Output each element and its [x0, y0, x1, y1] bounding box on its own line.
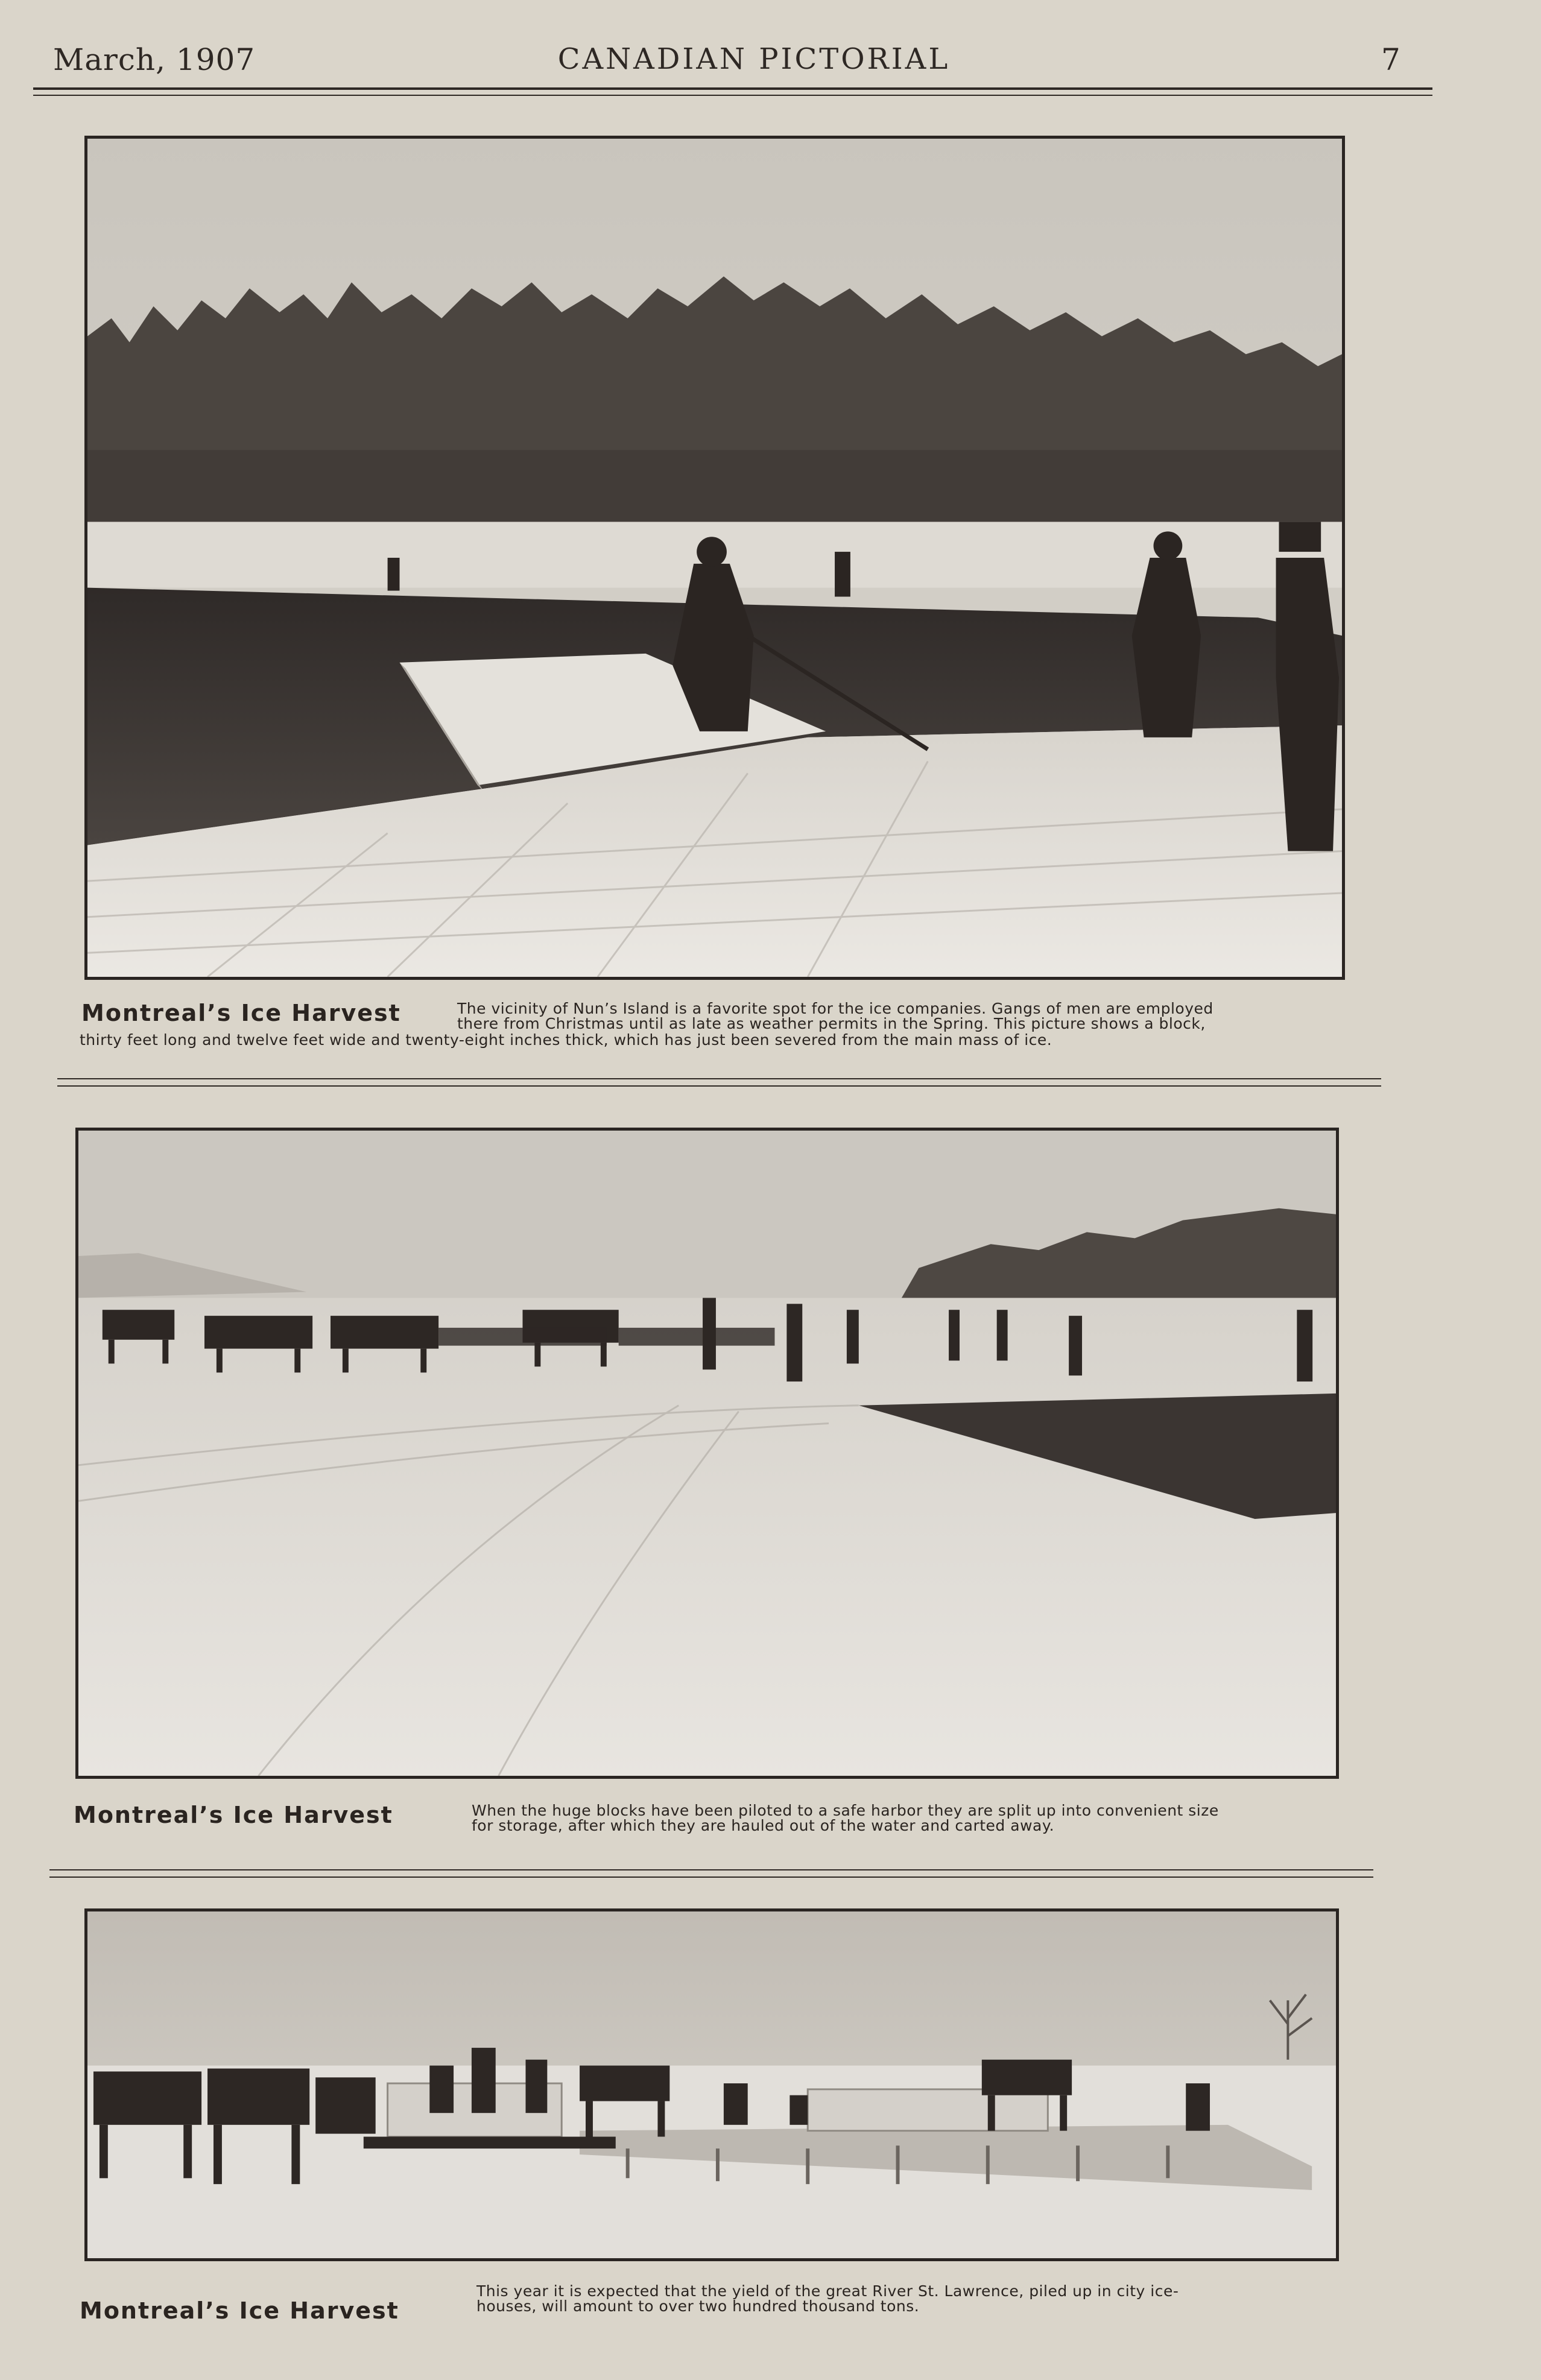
caption-1-line-3: thirty feet long and twelve feet wide and twenty-eight inches thick, which has just been severed from the main mass of ice. — [80, 1031, 1052, 1049]
divider-1-top — [57, 1078, 1381, 1079]
caption-title-2: Montreal’s Ice Harvest — [74, 1802, 393, 1828]
caption-title-3: Montreal’s Ice Harvest — [80, 2297, 399, 2324]
caption-text-2 — [472, 1803, 1219, 1833]
divider-2-top — [49, 1869, 1373, 1870]
header-rule-top — [33, 87, 1432, 90]
photo-ice-block-severed — [84, 136, 1345, 980]
publication-title: CANADIAN PICTORIAL — [557, 42, 951, 76]
header-rule-bottom — [33, 95, 1432, 96]
issue-date: March, 1907 — [53, 42, 256, 77]
caption-title-1: Montreal’s Ice Harvest — [81, 1000, 401, 1026]
caption-text-1-cont — [80, 1032, 1052, 1047]
caption-3-line-1: This year it is expected that the yield of the great River St. Lawrence, piled up in city ice- — [476, 2282, 1179, 2300]
caption-2-line-2: for storage, after which they are hauled out of the water and carted away. — [472, 1817, 1055, 1834]
divider-2-bottom — [49, 1877, 1373, 1878]
caption-1-line-2: there from Christmas until as late as weather permits in the Spring. This picture shows a block, — [457, 1015, 1206, 1032]
page-number: 7 — [1381, 42, 1401, 77]
caption-2-line-1: When the huge blocks have been piloted to a safe harbor they are split up into convenient size — [472, 1802, 1219, 1819]
photo-ice-blocks-on-sleighs — [84, 1908, 1339, 2261]
caption-text-3 — [476, 2284, 1179, 2314]
divider-1-bottom — [57, 1085, 1381, 1087]
caption-1-line-1: The vicinity of Nun’s Island is a favorite spot for the ice companies. Gangs of men are employed — [457, 1000, 1213, 1017]
caption-3-line-2: houses, will amount to over two hundred thousand tons. — [476, 2297, 920, 2315]
photo-horses-hauling-ice — [75, 1128, 1339, 1779]
caption-text-1 — [457, 1001, 1213, 1031]
